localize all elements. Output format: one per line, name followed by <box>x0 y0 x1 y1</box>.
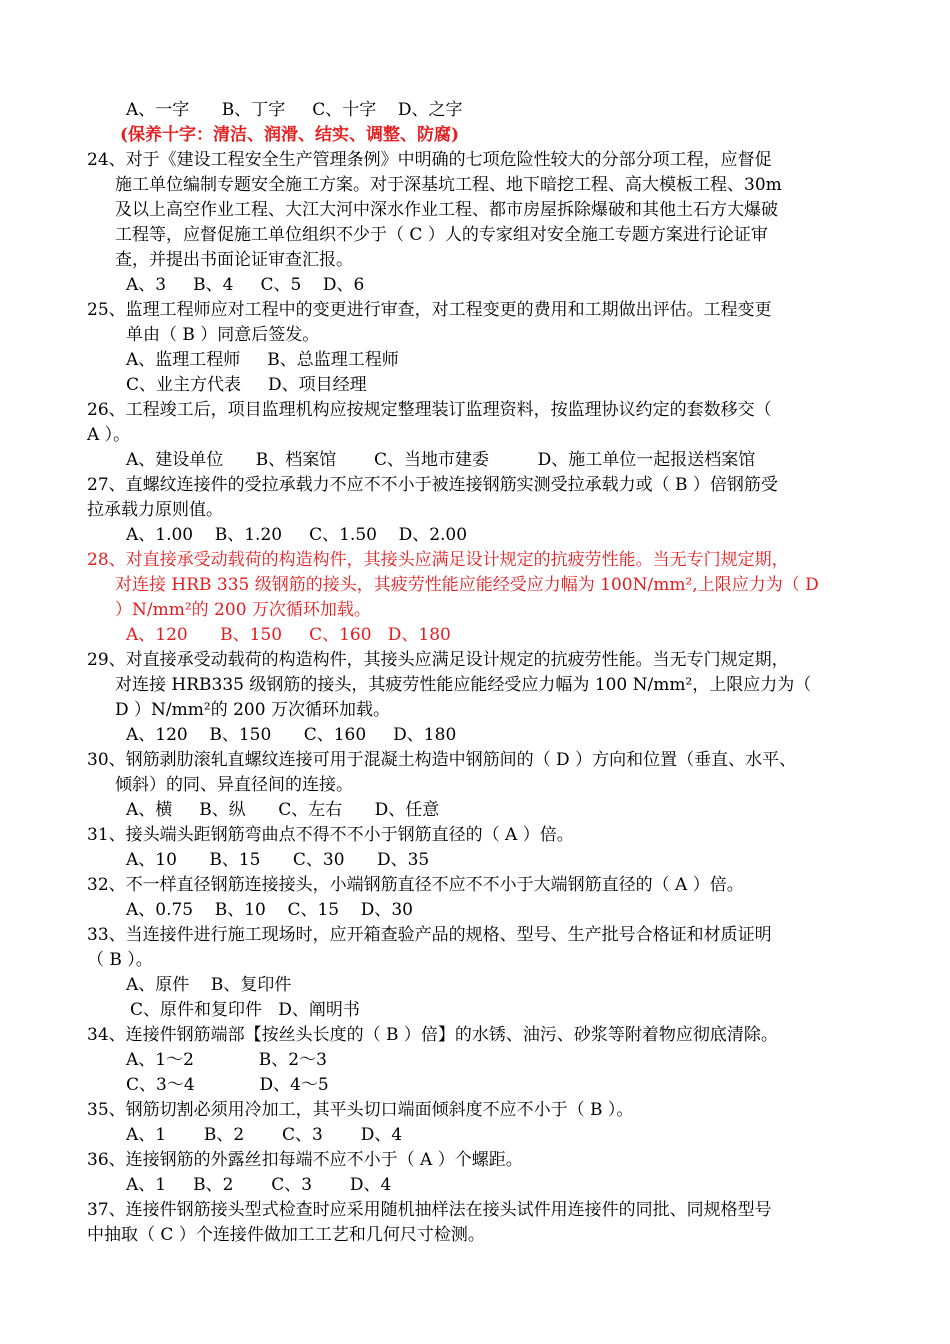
q24-text-5: 查，并提出书面论证审查汇报。 <box>115 250 353 270</box>
q30-text-2: 倾斜）的同、异直径间的连接。 <box>115 775 353 795</box>
q29-options: A、120 B、150 C、160 D、180 <box>126 725 457 745</box>
q25-options-1: A、监理工程师 B、总监理工程师 <box>126 350 399 370</box>
q33-text-1: 33、当连接件进行施工现场时，应开箱查验产品的规格、型号、生产批号合格证和材质证明 <box>87 925 772 945</box>
q31-options: A、10 B、15 C、30 D、35 <box>126 850 430 870</box>
q25-text-2: 单由（ B ）同意后签发。 <box>126 325 320 345</box>
q24-text-3: 及以上高空作业工程、大江大河中深水作业工程、都市房屋拆除爆破和其他土石方大爆破 <box>115 200 778 220</box>
q34-text: 34、连接件钢筋端部【按丝头长度的（ B ）倍】的水锈、油污、砂浆等附着物应彻底清除。 <box>87 1025 778 1045</box>
q24-text-4: 工程等，应督促施工单位组织不少于（ C ）人的专家组对安全施工专题方案进行论证审 <box>115 225 768 245</box>
q29-text-2: 对连接 HRB335 级钢筋的接头，其疲劳性能应能经受应力幅为 100 N/mm²，上限应力为（ <box>115 675 812 695</box>
q25-options-2: C、业主方代表 D、项目经理 <box>126 375 367 395</box>
q32-options: A、0.75 B、10 C、15 D、30 <box>126 900 413 920</box>
q29-text-3: D ）N/mm²的 200 万次循环加载。 <box>115 700 390 720</box>
q35-text: 35、钢筋切割必须用冷加工，其平头切口端面倾斜度不应不小于（ B ）。 <box>87 1100 634 1120</box>
q27-options: A、1.00 B、1.20 C、1.50 D、2.00 <box>126 525 468 545</box>
q23-options: A、一字 B、丁字 C、十字 D、之字 <box>126 100 463 120</box>
q27-text-2: 拉承载力原则值。 <box>87 500 223 520</box>
q32-text: 32、不一样直径钢筋连接接头，小端钢筋直径不应不不小于大端钢筋直径的（ A ）倍。 <box>87 875 744 895</box>
q27-text-1: 27、直螺纹连接件的受拉承载力不应不不小于被连接钢筋实测受拉承载力或（ B ）倍钢筋受 <box>87 475 778 495</box>
q26-options: A、建设单位 B、档案馆 C、当地市建委 D、施工单位一起报送档案馆 <box>126 450 756 470</box>
q28-text-2: 对连接 HRB 335 级钢筋的接头，其疲劳性能应能经受应力幅为 100N/mm²,上限应力为（ D <box>115 575 819 595</box>
q30-text-1: 30、钢筋剥肋滚轧直螺纹连接可用于混凝土构造中钢筋间的（ D ）方向和位置（垂直、水平、 <box>87 750 797 770</box>
q36-text: 36、连接钢筋的外露丝扣每端不应不小于（ A ）个螺距。 <box>87 1150 523 1170</box>
q28-text-1: 28、对直接承受动载荷的构造构件，其接头应满足设计规定的抗疲劳性能。当无专门规定期， <box>87 550 789 570</box>
q34-options-2: C、3～4 D、4～5 <box>126 1075 329 1095</box>
q35-options: A、1 B、2 C、3 D、4 <box>126 1125 403 1145</box>
q24-text-2: 施工单位编制专题安全施工方案。对于深基坑工程、地下暗挖工程、高大模板工程、30m <box>115 175 782 195</box>
q24-options: A、3 B、4 C、5 D、6 <box>126 275 365 295</box>
q33-options-1: A、原件 B、复印件 <box>126 975 292 995</box>
q26-text-2: A ）。 <box>87 425 131 445</box>
q30-options: A、横 B、纵 C、左右 D、任意 <box>126 800 440 820</box>
q23-note: (保养十字：清洁、润滑、结实、调整、防腐) <box>120 125 460 145</box>
q31-text: 31、接头端头距钢筋弯曲点不得不不小于钢筋直径的（ A ）倍。 <box>87 825 574 845</box>
q25-text-1: 25、监理工程师应对工程中的变更进行审查，对工程变更的费用和工期做出评估。工程变更 <box>87 300 772 320</box>
q33-text-2: （ B ）。 <box>87 950 153 970</box>
q33-options-2: C、原件和复印件 D、阐明书 <box>130 1000 360 1020</box>
q34-options-1: A、1～2 B、2～3 <box>126 1050 327 1070</box>
q36-options: A、1 B、2 C、3 D、4 <box>126 1175 392 1195</box>
q26-text-1: 26、工程竣工后，项目监理机构应按规定整理装订监理资料，按监理协议约定的套数移交（ <box>87 400 772 420</box>
q37-text-1: 37、连接件钢筋接头型式检查时应采用随机抽样法在接头试件用连接件的同批、同规格型号 <box>87 1200 772 1220</box>
q24-text-1: 24、对于《建设工程安全生产管理条例》中明确的七项危险性较大的分部分项工程，应督促 <box>87 150 772 170</box>
q29-text-1: 29、对直接承受动载荷的构造构件，其接头应满足设计规定的抗疲劳性能。当无专门规定期， <box>87 650 789 670</box>
q28-text-3: ）N/mm²的 200 万次循环加载。 <box>115 600 371 620</box>
q37-text-2: 中抽取（ C ）个连接件做加工工艺和几何尺寸检测。 <box>87 1225 485 1245</box>
q28-options: A、120 B、150 C、160 D、180 <box>126 625 451 645</box>
